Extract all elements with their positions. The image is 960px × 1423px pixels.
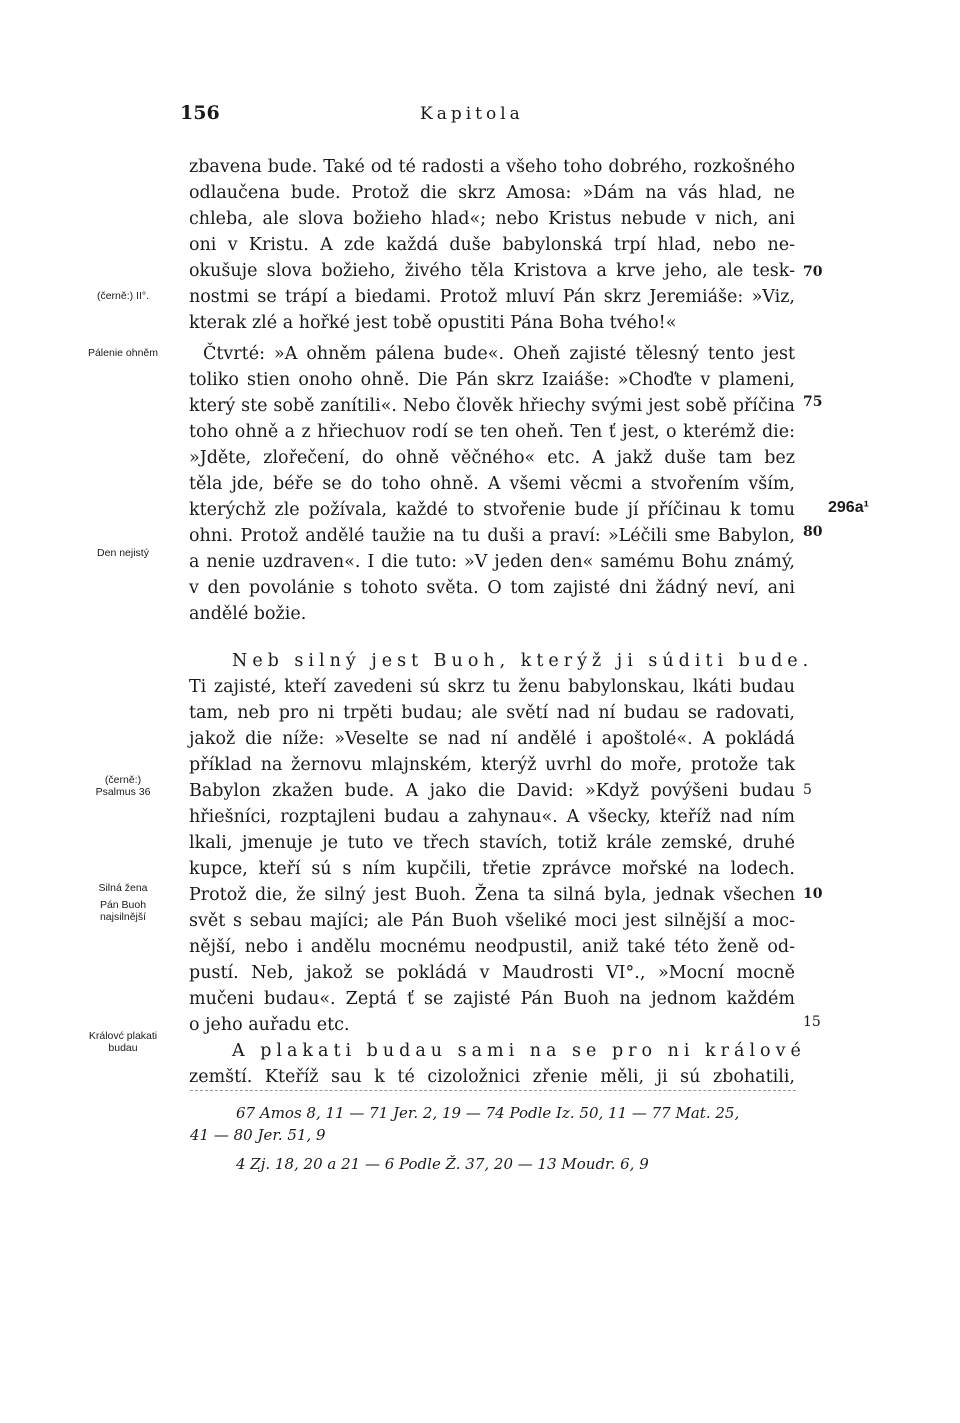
text-line: příklad na žernovu mlajnském, kterýž uvrhl do moře, protože tak [189, 755, 795, 775]
margin-note: (černě:) II°. [96, 290, 150, 302]
text-line: toliko stien onoho ohně. Die Pán skrz Izaiáše: »Choďte v plameni, [189, 370, 795, 390]
text-line: zemští. Kteříž sau k té cizoložnici zřenie měli, ji sú zbohatili, [189, 1067, 795, 1087]
text-line: kupce, kteří sú s ním kupčili, třetie zprávce mořské na lodech. [189, 859, 795, 879]
line-number: 70 [803, 264, 823, 280]
footnote-divider [190, 1090, 796, 1091]
text-line: a nenie uzdraven«. I die tuto: »V jeden den« samému Bohu známý, [189, 552, 795, 572]
text-line: nější, nebo i andělu mocnému neodpustil, aniž také této ženě od- [189, 937, 795, 957]
margin-note: Silná žena [98, 882, 148, 894]
text-line: chleba, ale slova božieho hlad«; nebo Kristus nebude v nich, ani [189, 209, 795, 229]
text-line: těla jde, béře se do toho ohně. A všemi věcmi a stvořením vším, [189, 474, 795, 494]
text-line: v den povolánie s tohoto světa. O tom zajisté dni žádný neví, ani [189, 578, 795, 598]
margin-note: Den nejistý [97, 547, 149, 559]
margin-note: budau [108, 1042, 138, 1054]
text-line: okušuje slova božieho, živého těla Kristova a krve jeho, ale tesk- [189, 261, 795, 281]
text-line: mučeni budau«. Zeptá ť se zajisté Pán Buoh na jednom každém [189, 989, 795, 1009]
text-line: jakož die níže: »Veselte se nad ní andělé i apoštolé«. A pokládá [189, 729, 795, 749]
text-line: pustí. Neb, jakož se pokládá v Maudrosti VI°., »Mocní mocně [189, 963, 795, 983]
margin-note: (černě:) [104, 774, 142, 786]
margin-note: Královć plakati [88, 1030, 158, 1042]
text-line: oni v Kristu. A zde každá duše babylonská trpí hlad, nebo ne- [189, 235, 795, 255]
text-line: nostmi se trápí a biedami. Protož mluví Pán skrz Jeremiáše: »Viz, [189, 287, 795, 307]
text-line: kterak zlé a hořké jest tobě opustiti Pána Boha tvého!« [189, 313, 677, 333]
margin-note: Pálenie ohněm [87, 347, 159, 359]
text-line: lkali, jmenuje je tuto ve třech stavích, totiž krále zemské, druhé [189, 833, 795, 853]
line-number: 80 [803, 524, 823, 540]
line-number: 15 [803, 1014, 821, 1030]
footnote: 4 Zj. 18, 20 a 21 — 6 Podle Ž. 37, 20 — 13 Moudr. 6, 9 [236, 1155, 649, 1173]
text-line: ohni. Protož andělé taužie na tu duši a praví: »Léčili sme Babylon, [189, 526, 795, 546]
margin-note: najsilnější [99, 911, 147, 923]
text-line: Protož die, že silný jest Buoh. Žena ta silná byla, jednak všechen [189, 885, 795, 905]
text-line: Ti zajisté, kteří zavedeni sú skrz tu ženu babylonskau, lkáti budau [189, 677, 795, 697]
footnote: 41 — 80 Jer. 51, 9 [190, 1126, 326, 1144]
text-line: »Jděte, zlořečení, do ohně věčného« etc. A jakž duše tam bez [189, 448, 795, 468]
section-heading: A plakati budau sami na se pro ni králové [232, 1041, 806, 1061]
text-line: toho ohně a z hřiechuov rodí se ten oheň. Ten ť jest, o kterémž die: [189, 422, 795, 442]
text-line: který ste sobě zanítili«. Nebo člověk hřiechy svými jest sobě příčina [189, 396, 795, 416]
running-header [0, 102, 960, 126]
margin-note: Psalmus 36 [95, 786, 151, 798]
text-line: zbavena bude. Také od té radosti a všeho toho dobrého, rozkošného [189, 157, 795, 177]
section-heading: Neb silný jest Buoh, kterýž ji súditi bude. [232, 651, 814, 671]
line-number: 75 [803, 394, 823, 410]
text-line: Babylon zkažen bude. A jako die David: »Když povýšeni budau [189, 781, 795, 801]
page-number: 156 [180, 102, 220, 124]
folio-reference: 296a¹ [828, 499, 869, 516]
line-number: 5 [803, 782, 812, 798]
text-line: hřiešníci, rozptajleni budau a zahynau«. A všecky, kteříž nad ním [189, 807, 795, 827]
text-line: tam, neb pro ni trpěti budau; ale světí nad ní budau se radovati, [189, 703, 795, 723]
line-number: 10 [803, 886, 823, 902]
margin-note: Pán Buoh [99, 899, 147, 911]
footnote: 67 Amos 8, 11 — 71 Jer. 2, 19 — 74 Podle Iz. 50, 11 — 77 Mat. 25, [236, 1104, 740, 1122]
text-line: o jeho auřadu etc. [189, 1015, 350, 1035]
text-line: odlaučena bude. Protož die skrz Amosa: »Dám na vás hlad, ne [189, 183, 795, 203]
text-line: kterýchž zle požívala, každé to stvořenie bude jí příčinau k tomu [189, 500, 795, 520]
chapter-title: Kapitola [420, 104, 524, 124]
text-line: Čtvrté: »A ohněm pálena bude«. Oheň zajisté tělesný tento jest [203, 344, 795, 364]
text-line: andělé božie. [189, 604, 307, 624]
text-line: svět s sebau majíci; ale Pán Buoh všeliké moci jest silnější a moc- [189, 911, 795, 931]
